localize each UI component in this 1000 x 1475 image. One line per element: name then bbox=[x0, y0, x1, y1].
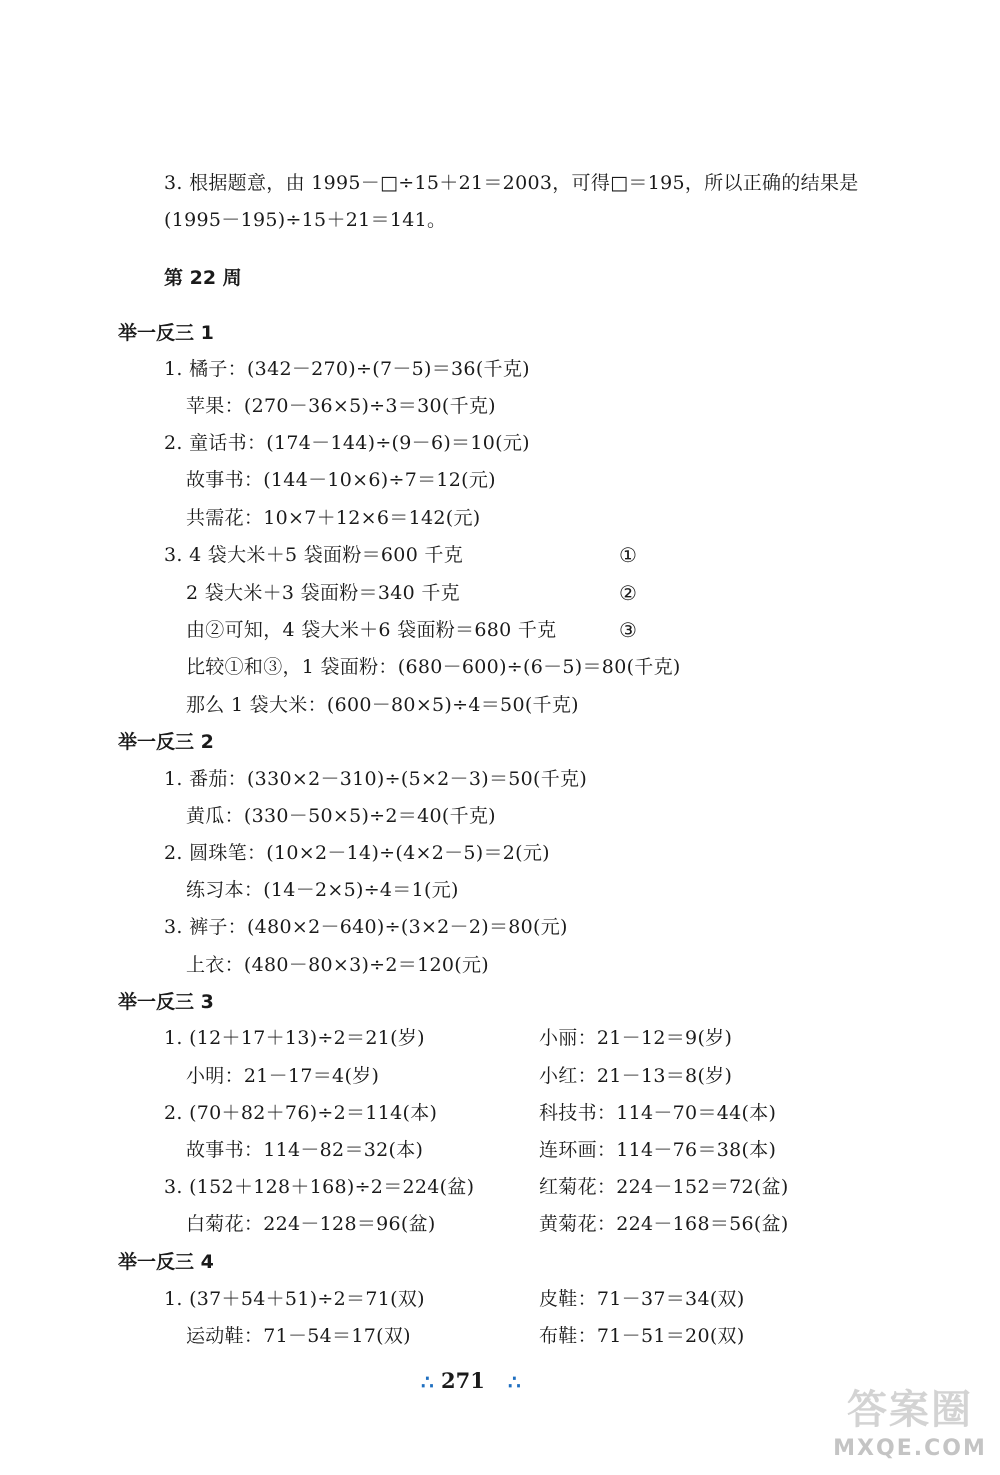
answer-line: 1. 橘子：(342－270)÷(7－5)＝36(千克) bbox=[164, 358, 530, 380]
answer-line: 黄瓜：(330－50×5)÷2＝40(千克) bbox=[186, 805, 496, 827]
answer-line: 2 袋大米＋3 袋面粉＝340 千克 bbox=[186, 582, 460, 604]
answer-line: 3. 4 袋大米＋5 袋面粉＝600 千克 bbox=[164, 544, 464, 566]
answer-line: 2. 童话书：(174－144)÷(9－6)＝10(元) bbox=[164, 432, 530, 454]
page-number-dots-right: ∴ bbox=[508, 1370, 521, 1394]
answer-line: 故事书：114－82＝32(本) bbox=[186, 1139, 424, 1161]
answer-line: 3. (152＋128＋168)÷2＝224(盆) bbox=[164, 1176, 475, 1198]
answer-line: 苹果：(270－36×5)÷3＝30(千克) bbox=[186, 395, 496, 417]
answer-line-right: 皮鞋：71－37＝34(双) bbox=[539, 1288, 745, 1310]
answer-line-right: 红菊花：224－152＝72(盆) bbox=[539, 1176, 789, 1198]
equation-marker-2: ② bbox=[619, 581, 637, 605]
answer-line: 1. 番茄：(330×2－310)÷(5×2－3)＝50(千克) bbox=[164, 768, 588, 790]
intro-line-1: 3. 根据题意，由 1995－□÷15＋21＝2003，可得□＝195，所以正确的结果是 bbox=[164, 172, 859, 194]
answer-line: 由②可知，4 袋大米＋6 袋面粉＝680 千克 bbox=[186, 619, 557, 641]
page-number: 271 bbox=[441, 1368, 485, 1393]
watermark-url: MXQE.COM bbox=[833, 1436, 987, 1461]
page-number-dots-left: ∴ bbox=[421, 1370, 434, 1394]
answer-line: 练习本：(14－2×5)÷4＝1(元) bbox=[186, 879, 459, 901]
answer-line-right: 连环画：114－76＝38(本) bbox=[539, 1139, 777, 1161]
equation-marker-1: ① bbox=[619, 543, 637, 567]
section-heading-4: 举一反三 4 bbox=[118, 1251, 214, 1273]
answer-line-right: 布鞋：71－51＝20(双) bbox=[539, 1325, 745, 1347]
watermark-logo-text: 答案圈 bbox=[847, 1387, 973, 1433]
answer-line: 3. 裤子：(480×2－640)÷(3×2－2)＝80(元) bbox=[164, 916, 568, 938]
answer-line-right: 科技书：114－70＝44(本) bbox=[539, 1102, 777, 1124]
answer-line: 1. (37＋54＋51)÷2＝71(双) bbox=[164, 1288, 425, 1310]
answer-line: 1. (12＋17＋13)÷2＝21(岁) bbox=[164, 1027, 425, 1049]
equation-marker-3: ③ bbox=[619, 618, 637, 642]
answer-line: 白菊花：224－128＝96(盆) bbox=[186, 1213, 436, 1235]
answer-line: 2. (70＋82＋76)÷2＝114(本) bbox=[164, 1102, 438, 1124]
answer-line: 比较①和③，1 袋面粉：(680－600)÷(6－5)＝80(千克) bbox=[186, 656, 681, 678]
section-heading-3: 举一反三 3 bbox=[118, 991, 214, 1013]
answer-line: 那么 1 袋大米：(600－80×5)÷4＝50(千克) bbox=[186, 694, 579, 716]
intro-line-2: (1995－195)÷15＋21＝141。 bbox=[164, 209, 447, 231]
answer-line: 2. 圆珠笔：(10×2－14)÷(4×2－5)＝2(元) bbox=[164, 842, 550, 864]
answer-line-right: 黄菊花：224－168＝56(盆) bbox=[539, 1213, 789, 1235]
answer-line-right: 小丽：21－12＝9(岁) bbox=[539, 1027, 733, 1049]
week-title: 第 22 周 bbox=[164, 267, 242, 289]
answer-line: 上衣：(480－80×3)÷2＝120(元) bbox=[186, 954, 489, 976]
answer-line: 运动鞋：71－54＝17(双) bbox=[186, 1325, 411, 1347]
section-heading-2: 举一反三 2 bbox=[118, 731, 214, 753]
answer-line-right: 小红：21－13＝8(岁) bbox=[539, 1065, 733, 1087]
section-heading-1: 举一反三 1 bbox=[118, 322, 214, 344]
watermark-logo bbox=[830, 1388, 990, 1468]
answer-line: 共需花：10×7＋12×6＝142(元) bbox=[186, 507, 481, 529]
answer-line: 故事书：(144－10×6)÷7＝12(元) bbox=[186, 469, 496, 491]
answer-line: 小明：21－17＝4(岁) bbox=[186, 1065, 380, 1087]
